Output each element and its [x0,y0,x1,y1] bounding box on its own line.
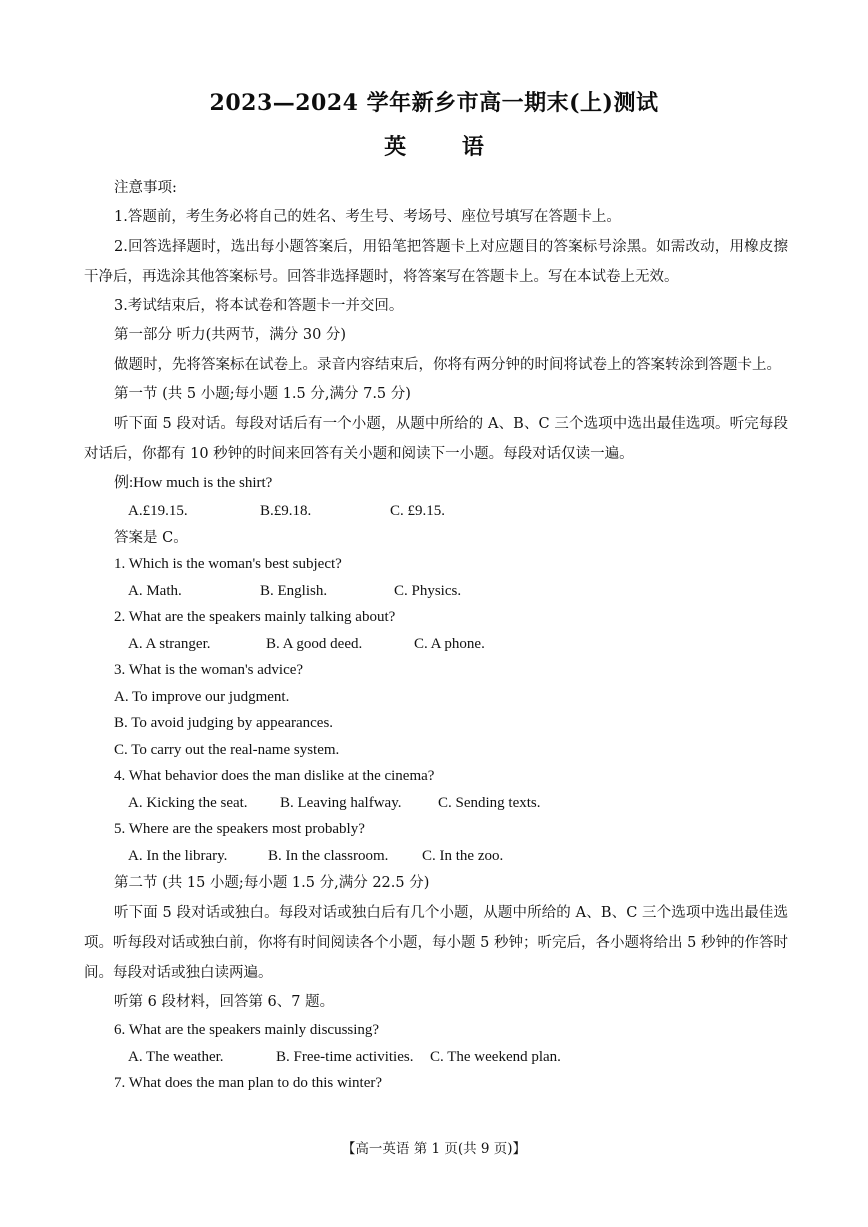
question: 1. Which is the woman's best subject? [114,556,342,572]
option: A. Math. [128,582,182,599]
question: 3. What is the woman's advice? [114,662,304,678]
option: C. To carry out the real-name system. [114,741,340,758]
option: C. Sending texts. [438,794,541,811]
question: 2. What are the speakers mainly talking about? [114,609,396,625]
question: 5. Where are the speakers most probably? [114,821,365,837]
option: B. In the classroom. [268,847,389,864]
section-heading: 第二节 (共 15 小题;每小题 1.5 分,满分 22.5 分) [114,875,430,891]
option: B.£9.18. [260,503,312,519]
question: 4. What behavior does the man dislike at the cinema? [114,768,435,784]
question-options [84,790,788,817]
question-options [84,1044,788,1071]
question: 6. What are the speakers mainly discussing? [114,1022,380,1038]
option: B. Leaving halfway. [280,794,402,811]
option: A.£19.15. [128,503,188,519]
option: B. English. [260,582,328,599]
option: A. To improve our judgment. [114,688,290,705]
part-instructions: 做题时，先将答案标在试卷上。录音内容结束后，你将有两分钟的时间将试卷上的答案转涂到答题卡上。 [114,357,781,373]
notes-item: 2.回答选择题时，选出每小题答案后，用铅笔把答题卡上对应题目的答案标号涂黑。如需改动，用橡皮擦干净后，再选涂其他答案标号。回答非选择题时，将答案写在答题卡上。写在本试卷上无效。 [84,239,788,285]
option: A. The weather. [128,1048,224,1065]
option: B. A good deed. [266,635,363,652]
question: 7. What does the man plan to do this winter? [114,1075,383,1091]
page-footer: 【高一英语 第 1 页(共 9 页)】 [341,1141,527,1157]
section-instructions: 听下面 5 段对话或独白。每段对话或独白后有几个小题，从题中所给的 A、B、C 三个选项中选出最佳选项。听每段对话或独白前，你将有时间阅读各个小题，每小题 5 秒钟；听完后，各小题将给出 5 秒钟的作答时间。每段对话或独白读两遍。 [84,905,788,981]
section-heading: 第一节 (共 5 小题;每小题 1.5 分,满分 7.5 分) [114,386,411,402]
question-options [84,843,788,870]
notes-item: 3.考试结束后，将本试卷和答题卡一并交回。 [114,298,404,314]
option: B. To avoid judging by appearances. [114,715,334,731]
option: A. In the library. [128,847,228,864]
option: A. A stranger. [128,635,211,652]
notes-item: 1.答题前，考生务必将自己的姓名、考生号、考场号、座位号填写在答题卡上。 [114,209,621,225]
option: C. £9.15. [390,503,446,519]
option: A. Kicking the seat. [128,794,248,811]
option: C. Physics. [394,582,462,599]
example-question: 例:How much is the shirt? [114,475,273,491]
question-options [84,578,788,605]
material-note: 听第 6 段材料，回答第 6、7 题。 [114,994,335,1010]
exam-title: 2023—2024 学年新乡市高一期末(上)测试 [209,90,659,116]
option: C. A phone. [414,635,485,652]
section-instructions: 听下面 5 段对话。每段对话后有一个小题，从题中所给的 A、B、C 三个选项中选出最佳选项。听完每段对话后，你都有 10 秒钟的时间来回答有关小题和阅读下一小题。每段对话仅读一遍。 [84,416,788,462]
example-options [84,498,788,525]
question-options [84,631,788,658]
option: B. Free-time activities. [276,1048,414,1065]
option: C. In the zoo. [422,847,504,864]
option: C. The weekend plan. [430,1048,561,1065]
exam-body [84,174,788,1097]
part-heading: 第一部分 听力(共两节，满分 30 分) [114,327,347,343]
notes-heading: 注意事项: [114,180,177,196]
example-answer: 答案是 C。 [114,529,188,546]
subject-title: 英 语 [384,134,508,160]
